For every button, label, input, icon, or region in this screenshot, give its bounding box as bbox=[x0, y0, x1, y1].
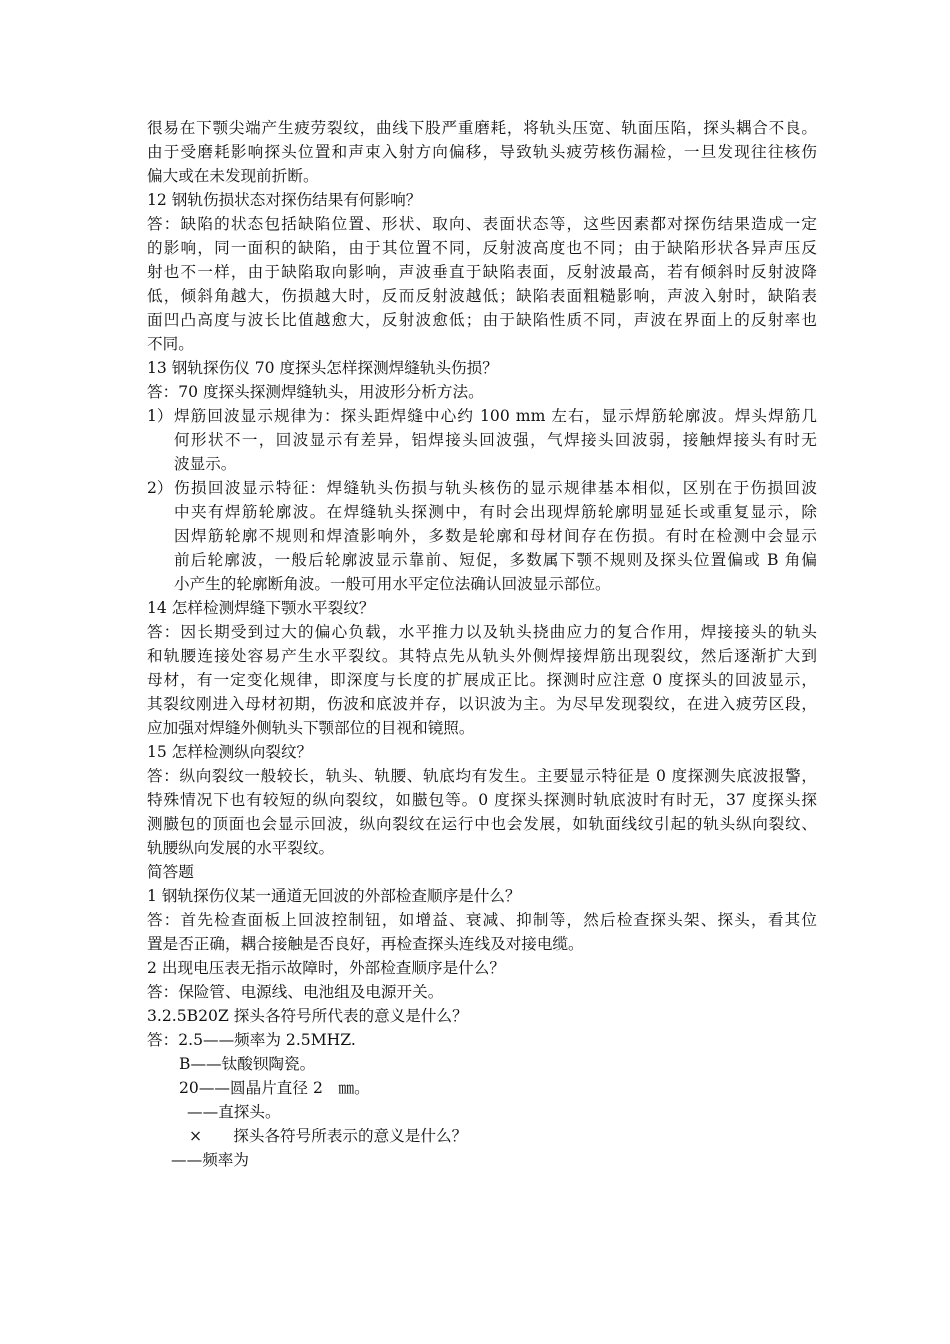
text-line: 测臌包的顶面也会显示回波，纵向裂纹在运行中也会发展，如轨面线纹引起的轨头纵向裂纹、 bbox=[147, 815, 817, 833]
text-line: ——频率为 bbox=[171, 1151, 249, 1169]
question-heading: 1 钢轨探伤仪某一通道无回波的外部检查顺序是什么？ bbox=[147, 887, 521, 905]
list-item-line: 波显示。 bbox=[174, 455, 237, 473]
text-line: 20——圆晶片直径 2 ㎜。 bbox=[179, 1079, 370, 1097]
text-line: 面凹凸高度与波长比值越愈大，反射波愈低；由于缺陷性质不同，声波在界面上的反射率也 bbox=[147, 311, 817, 329]
text-line: 答：纵向裂纹一般较长，轨头、轨腰、轨底均有发生。主要显示特征是 0 度探测失底波报警， bbox=[147, 767, 817, 785]
text-line: 答：保险管、电源线、电池组及电源开关。 bbox=[147, 983, 444, 1001]
text-line: 很易在下颚尖端产生疲劳裂纹，曲线下股严重磨耗，将轨头压宽、轨面压陷，探头耦合不良。 bbox=[147, 119, 817, 137]
list-item-line: 伤损回波显示特征：焊缝轨头伤损与轨头核伤的显示规律基本相似，区别在于伤损回波 bbox=[174, 479, 817, 497]
section-heading: 简答题 bbox=[147, 863, 194, 881]
text-line: 低，倾斜角越大，伤损越大时，反而反射波越低；缺陷表面粗糙影响，声波入射时，缺陷表 bbox=[147, 287, 817, 305]
text-line: 射也不一样，由于缺陷取向影响，声波垂直于缺陷表面，反射波最高，若有倾斜时反射波降 bbox=[147, 263, 817, 281]
text-line: 答：70 度探头探测焊缝轨头，用波形分析方法。 bbox=[147, 383, 484, 401]
question-heading: 15 怎样检测纵向裂纹？ bbox=[147, 743, 313, 761]
list-item-line: 前后轮廓波，一般后轮廓波显示靠前、短促，多数属下颚不规则及探头位置偏或 B 角偏 bbox=[174, 551, 817, 569]
text-line: 其裂纹刚进入母材初期，伤波和底波并存，以识波为主。为尽早发现裂纹，在进入疲劳区段， bbox=[147, 695, 817, 713]
text-line: B——钛酸钡陶瓷。 bbox=[179, 1055, 316, 1073]
text-line: 不同。 bbox=[147, 335, 194, 353]
list-marker: 2） bbox=[147, 479, 173, 497]
text-line: 应加强对焊缝外侧轨头下颚部位的目视和镜照。 bbox=[147, 719, 475, 737]
question-heading: 3.2.5B20Z 探头各符号所代表的意义是什么？ bbox=[147, 1007, 468, 1025]
question-heading: 12 钢轨伤损状态对探伤结果有何影响？ bbox=[147, 191, 422, 209]
text-line: 和轨腰连接处容易产生水平裂纹。其特点先从轨头外侧焊接焊筋出现裂纹，然后逐渐扩大到 bbox=[147, 647, 817, 665]
text-line: × 探头各符号所表示的意义是什么？ bbox=[189, 1127, 468, 1145]
list-marker: 1） bbox=[147, 407, 173, 425]
text-line: 答：缺陷的状态包括缺陷位置、形状、取向、表面状态等，这些因素都对探伤结果造成一定 bbox=[147, 215, 817, 233]
text-line: 答：2.5——频率为 2.5MHZ. bbox=[147, 1031, 356, 1049]
list-item-line: 因焊筋轮廓不规则和焊渣影响外，多数是轮廓和母材间存在伤损。有时在检测中会显示 bbox=[174, 527, 817, 545]
list-item-line: 何形状不一，回波显示有差异，铝焊接头回波强，气焊接头回波弱，接触焊接头有时无 bbox=[174, 431, 817, 449]
list-item-line: 中夹有焊筋轮廓波。在焊缝轨头探测中，有时会出现焊筋轮廓明显延长或重复显示，除 bbox=[174, 503, 817, 521]
question-heading: 14 怎样检测焊缝下颚水平裂纹？ bbox=[147, 599, 375, 617]
text-line: 特殊情况下也有较短的纵向裂纹，如臌包等。0 度探头探测时轨底波时有时无，37 度探头探 bbox=[147, 791, 817, 809]
text-line: 置是否正确，耦合接触是否良好，再检查探头连线及对接电缆。 bbox=[147, 935, 584, 953]
text-line: 由于受磨耗影响探头位置和声束入射方向偏移，导致轨头疲劳核伤漏检，一旦发现往往核伤 bbox=[147, 143, 817, 161]
text-line: 答：首先检查面板上回波控制钮，如增益、衰减、抑制等，然后检查探头架、探头，看其位 bbox=[147, 911, 817, 929]
text-line: 轨腰纵向发展的水平裂纹。 bbox=[147, 839, 335, 857]
list-item-line: 小产生的轮廓断角波。一般可用水平定位法确认回波显示部位。 bbox=[174, 575, 611, 593]
question-heading: 13 钢轨探伤仪 70 度探头怎样探测焊缝轨头伤损？ bbox=[147, 359, 498, 377]
text-line: 答：因长期受到过大的偏心负载，水平推力以及轨头挠曲应力的复合作用，焊接接头的轨头 bbox=[147, 623, 817, 641]
text-line: 偏大或在未发现前折断。 bbox=[147, 167, 319, 185]
text-line: 母材，有一定变化规律，即深度与长度的扩展成正比。探测时应注意 0 度探头的回波显示， bbox=[147, 671, 817, 689]
text-line: 的影响，同一面积的缺陷，由于其位置不同，反射波高度也不同；由于缺陷形状各异声压反 bbox=[147, 239, 817, 257]
question-heading: 2 出现电压表无指示故障时，外部检查顺序是什么？ bbox=[147, 959, 505, 977]
list-item-line: 焊筋回波显示规律为：探头距焊缝中心约 100 mm 左右，显示焊筋轮廓波。焊头焊筋几 bbox=[174, 407, 817, 425]
text-line: ——直探头。 bbox=[187, 1103, 281, 1121]
